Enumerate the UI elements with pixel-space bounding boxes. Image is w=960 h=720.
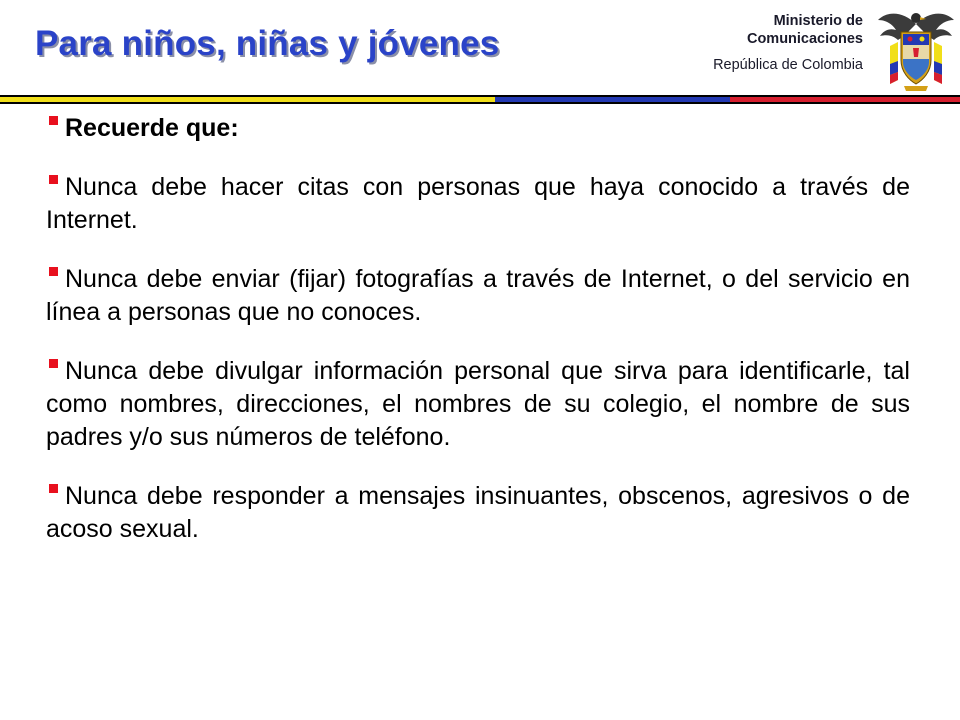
list-item-text: Nunca debe enviar (fijar) fotografías a través de Internet, o del servicio en línea a personas que no conoces. (46, 265, 910, 326)
heading-text: Recuerde que: (65, 114, 239, 142)
square-bullet-icon (49, 175, 58, 184)
republic-label: República de Colombia (713, 57, 863, 73)
list-item (46, 263, 910, 329)
square-bullet-icon (49, 116, 58, 125)
stripe-yellow (0, 97, 495, 102)
list-item (46, 480, 910, 546)
bullet-list (46, 112, 910, 572)
ministry-line-2: Comunicaciones (746, 31, 863, 47)
list-item-text: Nunca debe hacer citas con personas que haya conocido a través de Internet. (46, 173, 910, 234)
stripe-red (730, 97, 960, 102)
square-bullet-icon (49, 484, 58, 493)
ministry-label (713, 12, 863, 74)
list-heading (46, 112, 910, 145)
colombia-coat-of-arms-icon (876, 6, 956, 92)
list-item-text: Nunca debe responder a mensajes insinuantes, obscenos, agresivos o de acoso sexual. (46, 482, 910, 543)
ministry-line-1: Ministerio de (773, 13, 863, 29)
flag-stripe (0, 95, 960, 104)
list-item (46, 171, 910, 237)
list-item (46, 355, 910, 454)
square-bullet-icon (49, 359, 58, 368)
stripe-blue (495, 97, 730, 102)
list-item-text: Nunca debe divulgar información personal que sirva para identificarle, tal como nombres, direcciones, el nombres de su colegio, el nombre de sus padres y/o sus números de teléfono. (46, 357, 910, 451)
square-bullet-icon (49, 267, 58, 276)
page-title: Para niños, niñas y jóvenes (35, 24, 500, 63)
